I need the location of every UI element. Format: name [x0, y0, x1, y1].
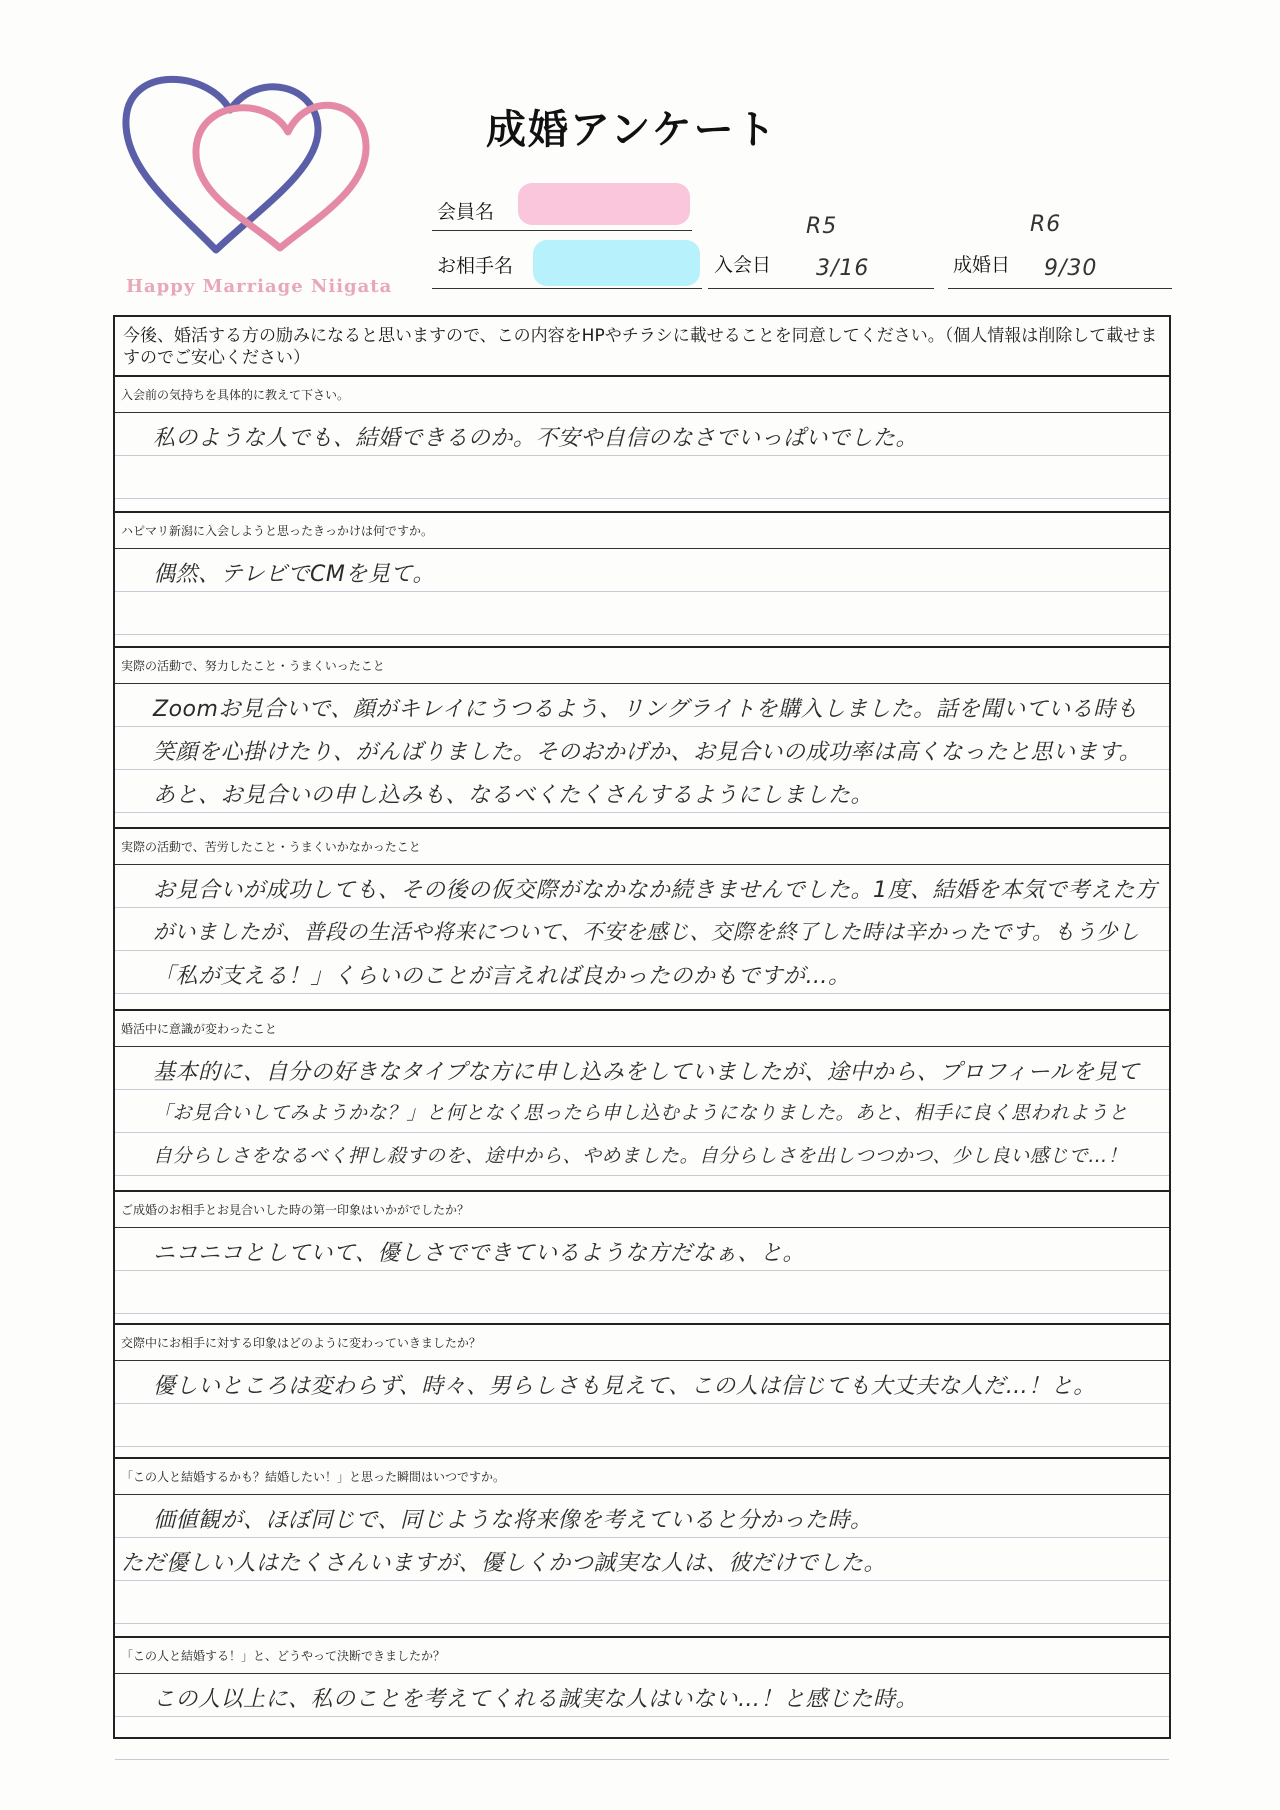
handwritten-answer-line: 自分らしさをなるべく押し殺すのを、途中から、やめました。自分らしさを出しつつかつ、少し良い感じで…！ — [153, 1145, 1128, 1167]
member-name-label: 会員名 — [437, 201, 495, 223]
question-label: 「この人と結婚するかも？結婚したい！」と思った瞬間はいつですか。 — [115, 1459, 1169, 1495]
answer-area — [115, 413, 1169, 499]
answer-area — [115, 1228, 1169, 1314]
answer-area — [115, 865, 1169, 994]
handwritten-answer-line: お見合いが成功しても、その後の仮交際がなかなか続きませんでした。1度、結婚を本気で考えた方 — [153, 878, 1158, 903]
handwritten-answer-line: 偶然、テレビでCMを見て。 — [153, 562, 435, 587]
handwritten-answer-line: 基本的に、自分の好きなタイプな方に申し込みをしていましたが、途中から、プロフィールを見て — [153, 1060, 1140, 1085]
survey-section — [115, 1325, 1169, 1459]
handwritten-answer-line: 私のような人でも、結婚できるのか。不安や自信のなさでいっぱいでした。 — [153, 426, 919, 451]
ruled-line — [115, 1717, 1169, 1760]
join-date-label: 入会日 — [714, 254, 772, 276]
ruled-line — [115, 1404, 1169, 1447]
survey-section — [115, 377, 1169, 513]
ruled-line — [115, 1271, 1169, 1314]
handwritten-answer-line: ただ優しい人はたくさんいますが、優しくかつ誠実な人は、彼だけでした。 — [121, 1551, 887, 1576]
question-label: 入会前の気持ちを具体的に教えて下さい。 — [115, 377, 1169, 413]
join-date-line — [708, 288, 934, 289]
answer-area — [115, 549, 1169, 635]
answer-area — [115, 1674, 1169, 1760]
survey-section — [115, 1638, 1169, 1739]
marriage-date-line — [948, 288, 1172, 289]
partner-name-redacted — [533, 240, 700, 286]
ruled-line — [115, 1581, 1169, 1624]
handwritten-answer-line: がいましたが、普段の生活や将来について、不安を感じ、交際を終了した時は辛かったです。もう少し — [153, 920, 1140, 944]
question-label: 「この人と結婚する！」と、どうやって決断できましたか？ — [115, 1638, 1169, 1674]
question-label: 婚活中に意識が変わったこと — [115, 1011, 1169, 1047]
consent-notice: 今後、婚活する方の励みになると思いますので、この内容をHPやチラシに載せることを同意してください。（個人情報は削除して載せますのでご安心ください） — [115, 317, 1169, 377]
member-name-line — [432, 230, 692, 231]
handwritten-answer-line: あと、お見合いの申し込みも、なるべくたくさんするようにしました。 — [153, 783, 874, 808]
partner-name-line — [432, 288, 702, 289]
handwritten-answer-line: 「お見合いしてみようかな？」と何となく思ったら申し込むようになりました。あと、相手に良く思われようと — [153, 1102, 1129, 1124]
survey-section — [115, 1011, 1169, 1192]
survey-section — [115, 648, 1169, 829]
answer-area — [115, 1047, 1169, 1176]
question-label: 実際の活動で、努力したこと・うまくいったこと — [115, 648, 1169, 684]
partner-name-label: お相手名 — [437, 255, 514, 277]
answer-area — [115, 1361, 1169, 1447]
marriage-date-label: 成婚日 — [953, 254, 1011, 276]
handwritten-answer-line: 価値観が、ほぼ同じで、同じような将来像を考えていると分かった時。 — [153, 1508, 873, 1533]
survey-form — [113, 315, 1171, 1739]
ruled-line — [115, 592, 1169, 635]
handwritten-answer-line: 優しいところは変わらず、時々、男らしさも見えて、この人は信じても大丈夫な人だ…！と。 — [153, 1374, 1096, 1399]
survey-section — [115, 1459, 1169, 1638]
question-label: 交際中にお相手に対する印象はどのように変わっていきましたか？ — [115, 1325, 1169, 1361]
hearts-logo-icon — [118, 70, 408, 280]
join-era: R5 — [806, 214, 838, 239]
page-title: 成婚アンケート — [486, 107, 778, 153]
survey-section — [115, 829, 1169, 1011]
handwritten-answer-line: 「私が支える！」くらいのことが言えれば良かったのかもですが…。 — [153, 964, 851, 989]
handwritten-answer-line: Zoomお見合いで、顔がキレイにうつるよう、リングライトを購入しました。話を聞いている時も — [153, 697, 1139, 722]
question-label: ハピマリ新潟に入会しようと思ったきっかけは何ですか。 — [115, 513, 1169, 549]
survey-section — [115, 1192, 1169, 1325]
member-name-redacted — [518, 183, 690, 225]
answer-area — [115, 1495, 1169, 1624]
logo — [118, 70, 408, 300]
answer-area — [115, 684, 1169, 813]
survey-section — [115, 513, 1169, 648]
handwritten-answer-line: 笑顔を心掛けたり、がんばりました。そのおかげか、お見合いの成功率は高くなったと思います。 — [153, 740, 1142, 765]
ruled-line — [115, 456, 1169, 499]
handwritten-answer-line: ニコニコとしていて、優しさでできているような方だなぁ、と。 — [153, 1241, 806, 1266]
question-label: 実際の活動で、苦労したこと・うまくいかなかったこと — [115, 829, 1169, 865]
handwritten-answer-line: この人以上に、私のことを考えてくれる誠実な人はいない…！と感じた時。 — [153, 1687, 919, 1712]
logo-text: Happy Marriage Niigata — [126, 276, 393, 297]
marriage-era: R6 — [1030, 212, 1062, 237]
marriage-date: 9/30 — [1044, 256, 1098, 281]
question-label: ご成婚のお相手とお見合いした時の第一印象はいかがでしたか？ — [115, 1192, 1169, 1228]
join-date: 3/16 — [816, 256, 870, 281]
